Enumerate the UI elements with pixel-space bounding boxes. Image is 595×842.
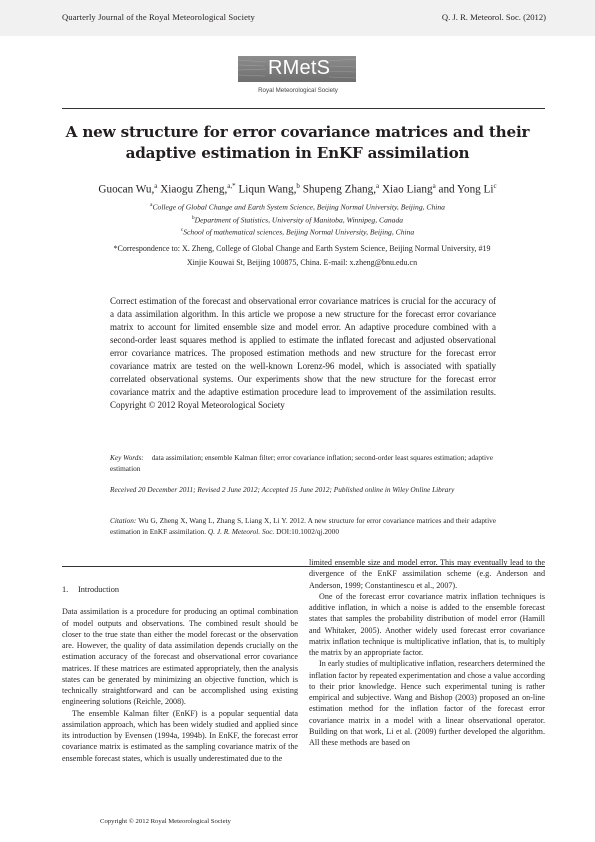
author-name: Xiao Liang xyxy=(379,183,433,196)
affiliation-text: School of mathematical sciences, Beijing Normal University, Beijing, China xyxy=(183,228,415,237)
page-footer: Copyright © 2012 Royal Meteorological Society xyxy=(100,818,231,825)
section-heading xyxy=(62,584,298,595)
citation-doi: DOI:10.1002/qj.2000 xyxy=(276,526,339,536)
body-paragraph: Data assimilation is a procedure for producing an optimal combination of model outputs and observations. The combined result should be closer to the true state than either the model forecast or the observation are. However, the quality of data assimilation depends crucially on the estimation accuracy of the forecast and observational error covariance matrices. If these matrices are estimated appropriately, then the analysis states can be generated by minimizing an objective function, which is technically straightforward and can be accomplished using existing engineering solutions (Reichle, 2008). xyxy=(62,607,298,707)
affiliation-sup: a xyxy=(150,202,153,208)
running-header xyxy=(0,0,595,36)
author-sup: a xyxy=(432,182,436,190)
paper-title xyxy=(60,122,535,164)
affiliation-sup: b xyxy=(191,214,195,221)
correspondence xyxy=(68,242,536,269)
abstract xyxy=(110,295,496,412)
body-paragraph: One of the forecast error covariance matrix inflation techniques is additive inflation, in which a noise is added to the ensemble forecast states that samples the probability distribution of model error (Hamill and Whitaker, 2005). Another widely used forecast error covariance matrix inflation technique is multiplicative inflation, that is, to multiply the matrix by an appropriate factor. xyxy=(309,591,545,657)
journal-citation: Q. J. R. Meteorol. Soc. (2012) xyxy=(441,12,546,22)
logo-subtitle: Royal Meteorological Society xyxy=(258,87,338,94)
body-paragraph: The ensemble Kalman filter (EnKF) is a popular sequential data assimilation approach, which has been widely studied and applied since its introduction by Evensen (1994a, 1994b). In EnKF, the forecast error covariance matrix is estimated as the sampling covariance matrix of the ensemble forecast states, which is usually underestimated due to the xyxy=(62,708,298,763)
author-sup: c xyxy=(493,182,497,190)
citation-block xyxy=(110,516,496,538)
citation-label: Citation: xyxy=(110,516,137,525)
author-name: Shupeng Zhang, xyxy=(299,183,377,196)
journal-name: Quarterly Journal of the Royal Meteorological Society xyxy=(62,12,255,22)
keywords xyxy=(110,453,496,475)
section-number: 1. xyxy=(62,585,69,594)
abstract-text: Correct estimation of the forecast and observational error covariance matrices is crucial for the accuracy of a data assimilation algorithm. In this article we propose a new structure for the forecast error covariance matrix to account for limited ensemble size and model error. An adaptive procedure combined with a second-order least squares method is applied to estimate the inflated forecast and adjusted observational error covariance matrices. The proposed estimation methods and new structure for the forecast error covariance matrix are tested on the well-known Lorenz-96 model, which is associated with spatially correlated observational systems. Our experiments show that the new structure for the forecast error covariance matrix and the adaptive estimation procedure lead to improvement of the assimilation results. Copyright © 2012 Royal Meteorological Society xyxy=(110,296,496,410)
correspondence-line-2: Xinjie Kouwai St, Beijing 100875, China. E-mail: x.zheng@bnu.edu.cn xyxy=(186,257,418,267)
citation-journal: Q. J. R. Meteorol. Soc. xyxy=(207,526,275,536)
affiliation-sup: c xyxy=(180,227,184,234)
logo-wordmark: RMetS xyxy=(268,57,331,79)
author-name: Xiaogu Zheng, xyxy=(157,183,228,196)
author-name: Liqun Wang, xyxy=(235,183,297,196)
affiliation-item xyxy=(60,225,535,238)
author-sup: a,* xyxy=(227,182,236,190)
left-column xyxy=(62,584,298,764)
affiliations xyxy=(60,200,535,238)
right-column xyxy=(309,557,545,748)
title-line-1: A new structure for error covariance matrices and their xyxy=(65,123,530,141)
affiliation-item xyxy=(60,213,535,226)
title-line-2: adaptive estimation in EnKF assimilation xyxy=(125,144,470,162)
author-sup: b xyxy=(296,182,300,190)
author-sup: a xyxy=(154,182,158,190)
body-paragraph: In early studies of multiplicative inflation, researchers determined the inflation factor by repeated experimentation and chose a value according to their prior knowledge. Hence such experimental tuning is rather empirical and subjective. Wang and Bishop (2003) proposed an on-line estimation method for the inflation factor of the forecast error covariance matrix in a model with a linear observational operator. Building on that work, Li et al. (2009) further developed the algorithm. All these methods are based on xyxy=(309,659,545,747)
received-dates: Received 20 December 2011; Revised 2 June 2012; Accepted 15 June 2012; Published online in Wiley Online Library xyxy=(110,485,455,494)
section-title: Introduction xyxy=(78,585,120,594)
affiliation-text: Department of Statistics, University of Manitoba, Winnipeg, Canada xyxy=(194,215,404,225)
author-sup: a xyxy=(376,182,380,190)
author-name: and Yong Li xyxy=(435,183,494,196)
author-name: Guocan Wu, xyxy=(98,183,155,196)
affiliation-text: College of Global Change and Earth System Science, Beijing Normal University, Beijing, China xyxy=(152,202,445,212)
keywords-text: data assimilation; ensemble Kalman filter; error covariance inflation; second-order least squares estimation; adaptive estimation xyxy=(110,453,493,473)
affiliation-item xyxy=(60,200,535,213)
keywords-label: Key Words: xyxy=(110,453,144,462)
rmets-logo xyxy=(238,56,356,82)
citation-text: Wu G, Zheng X, Wang L, Zhang S, Liang X, Li Y. 2012. A new structure for error covariance matrices and their adaptive estimation in EnKF assimilation. xyxy=(110,516,496,536)
divider-top xyxy=(62,108,545,109)
author-list xyxy=(60,182,535,196)
body-paragraph: limited ensemble size and model error. This may eventually lead to the divergence of the EnKF assimilation scheme (e.g. Anderson and Anderson, 1999; Constantinescu et al., 2007). xyxy=(309,558,545,590)
correspondence-line-1: *Correspondence to: X. Zheng, College of Global Change and Earth System Science, Beijing Normal University, #19 xyxy=(113,244,491,253)
